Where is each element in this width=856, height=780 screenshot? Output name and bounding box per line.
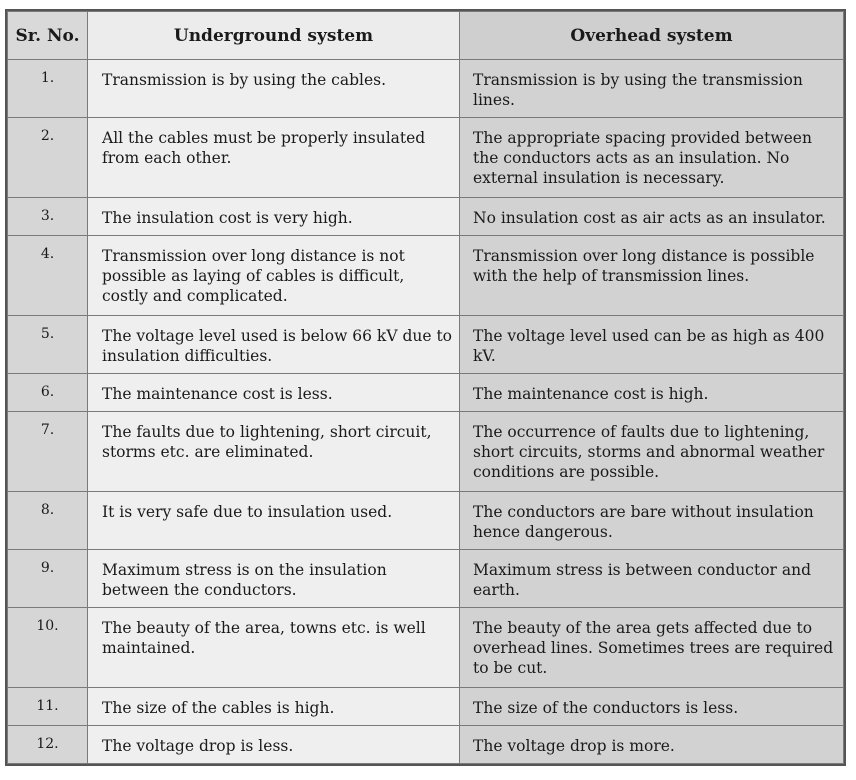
cell-underground: It is very safe due to insulation used.	[88, 492, 460, 550]
table-row	[8, 608, 844, 688]
cell-sr-no: 10.	[8, 608, 88, 688]
cell-overhead: Transmission is by using the transmission lines.	[460, 60, 844, 118]
cell-underground: All the cables must be properly insulated from each other.	[88, 118, 460, 198]
table-row	[8, 374, 844, 412]
table-row	[8, 492, 844, 550]
table-row	[8, 236, 844, 316]
cell-overhead: The voltage level used can be as high as 400 kV.	[460, 316, 844, 374]
cell-underground: The voltage drop is less.	[88, 726, 460, 764]
comparison-table	[7, 11, 844, 764]
cell-overhead: The maintenance cost is high.	[460, 374, 844, 412]
cell-overhead: The size of the conductors is less.	[460, 688, 844, 726]
header-overhead-system: Overhead system	[460, 12, 844, 60]
table-row	[8, 60, 844, 118]
cell-sr-no: 7.	[8, 412, 88, 492]
cell-sr-no: 2.	[8, 118, 88, 198]
header-sr-no: Sr. No.	[8, 12, 88, 60]
cell-underground: The beauty of the area, towns etc. is well maintained.	[88, 608, 460, 688]
cell-overhead: The beauty of the area gets affected due to overhead lines. Sometimes trees are required to be cut.	[460, 608, 844, 688]
cell-overhead: No insulation cost as air acts as an insulator.	[460, 198, 844, 236]
cell-underground: The insulation cost is very high.	[88, 198, 460, 236]
cell-overhead: The voltage drop is more.	[460, 726, 844, 764]
cell-underground: Maximum stress is on the insulation between the conductors.	[88, 550, 460, 608]
comparison-table-container	[5, 9, 846, 766]
cell-underground: The maintenance cost is less.	[88, 374, 460, 412]
cell-overhead: The occurrence of faults due to lightening, short circuits, storms and abnormal weather conditions are possible.	[460, 412, 844, 492]
table-row	[8, 550, 844, 608]
header-row	[8, 12, 844, 60]
cell-sr-no: 4.	[8, 236, 88, 316]
cell-sr-no: 8.	[8, 492, 88, 550]
table-row	[8, 118, 844, 198]
cell-sr-no: 5.	[8, 316, 88, 374]
cell-sr-no: 3.	[8, 198, 88, 236]
cell-overhead: Maximum stress is between conductor and earth.	[460, 550, 844, 608]
table-row	[8, 412, 844, 492]
header-underground-system: Underground system	[88, 12, 460, 60]
cell-underground: The voltage level used is below 66 kV due to insulation difficulties.	[88, 316, 460, 374]
cell-overhead: The conductors are bare without insulation hence dangerous.	[460, 492, 844, 550]
cell-sr-no: 6.	[8, 374, 88, 412]
cell-overhead: Transmission over long distance is possible with the help of transmission lines.	[460, 236, 844, 316]
cell-underground: Transmission is by using the cables.	[88, 60, 460, 118]
table-body	[8, 60, 844, 764]
cell-underground: The size of the cables is high.	[88, 688, 460, 726]
cell-underground: The faults due to lightening, short circuit, storms etc. are eliminated.	[88, 412, 460, 492]
table-row	[8, 316, 844, 374]
cell-sr-no: 11.	[8, 688, 88, 726]
cell-sr-no: 1.	[8, 60, 88, 118]
table-row	[8, 726, 844, 764]
table-row	[8, 688, 844, 726]
cell-sr-no: 12.	[8, 726, 88, 764]
table-row	[8, 198, 844, 236]
cell-overhead: The appropriate spacing provided between the conductors acts as an insulation. No external insulation is necessary.	[460, 118, 844, 198]
table-header	[8, 12, 844, 60]
cell-underground: Transmission over long distance is not possible as laying of cables is difficult, costly and complicated.	[88, 236, 460, 316]
cell-sr-no: 9.	[8, 550, 88, 608]
